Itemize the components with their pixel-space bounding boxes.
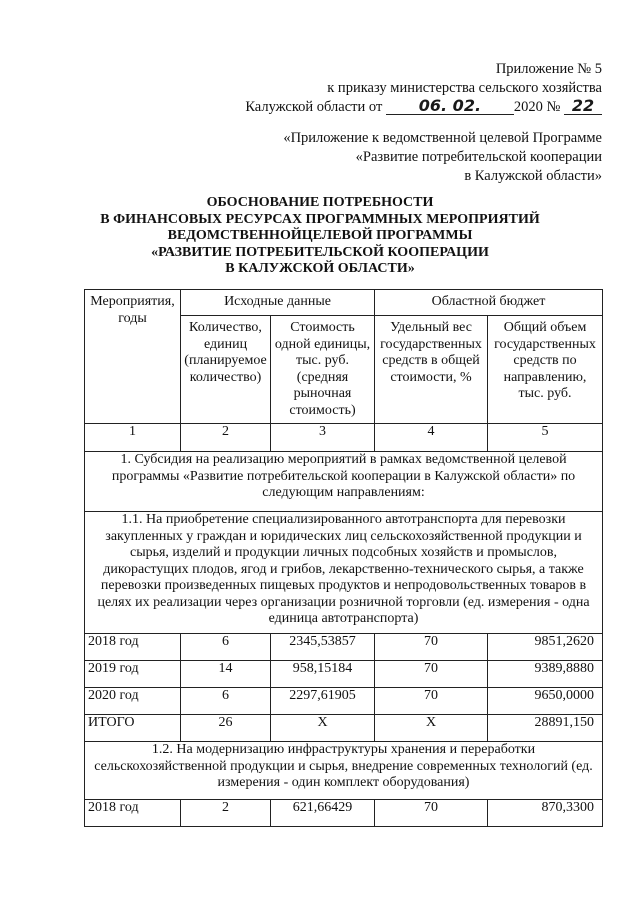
section-1-1-row <box>85 512 603 634</box>
row-quantity: 14 <box>181 661 271 688</box>
handwritten-order-number: 22 <box>564 98 602 115</box>
section-text-line: сырья, изделий и продукции личных подсобных хозяйств и промыслов, <box>129 545 558 560</box>
section-text-line: 1.2. На модернизацию инфраструктуры хранения и переработки <box>151 742 536 757</box>
header-regional-budget: Областной бюджет <box>375 290 603 316</box>
order-reference: к приказу министерства сельского хозяйства <box>327 80 602 96</box>
section-text-line: измерения - один комплект оборудования) <box>217 775 470 790</box>
header-text-line: средств в общей <box>382 353 480 368</box>
row-unit-cost: 2345,53857 <box>271 634 375 661</box>
table-row <box>85 800 603 827</box>
program-ref-line-2: «Развитие потребительской кооперации <box>355 149 602 165</box>
title-line-5: В КАЛУЖСКОЙ ОБЛАСТИ» <box>225 261 415 276</box>
row-total: 9851,2620 <box>488 634 603 661</box>
section-text-line: закупленных у граждан и юридических лиц сельскохозяйственной продукции и <box>105 528 582 544</box>
table-row <box>85 634 603 661</box>
row-year: 2018 год <box>85 800 181 827</box>
header-text-line: тыс. руб. <box>296 353 349 368</box>
title-line-1: ОБОСНОВАНИЕ ПОТРЕБНОСТИ <box>206 195 434 210</box>
row-year: 2020 год <box>85 688 181 715</box>
row-total: 9389,8880 <box>488 661 603 688</box>
row-share: 70 <box>375 800 488 827</box>
section-text-line: сельскохозяйственной продукции и сырья, внедрение современных технологий (ед. <box>94 758 593 774</box>
header-text-line: Количество, <box>189 320 262 335</box>
section-1-row <box>85 452 603 512</box>
row-unit-cost: 621,66429 <box>271 800 375 827</box>
section-1-heading <box>85 452 603 512</box>
header-text-line: единиц <box>203 336 248 352</box>
row-unit-cost: 958,15184 <box>271 661 375 688</box>
column-number: 3 <box>271 424 375 452</box>
header-text-line: направлению, <box>503 369 587 385</box>
row-unit-cost: Х <box>271 715 375 742</box>
header-text-line: количество) <box>189 369 262 385</box>
header-unit-cost <box>271 316 375 424</box>
table-row-total <box>85 715 603 742</box>
order-number-label: № <box>546 99 561 115</box>
program-appendix-reference <box>182 129 602 186</box>
section-text-line: 1. Субсидия на реализацию мероприятий в рамках ведомственной целевой <box>120 452 567 467</box>
header-text-line: стоимость) <box>289 402 356 418</box>
header-state-share <box>375 316 488 424</box>
section-text-line: перевозки произведенных пищевых продуктов и непродовольственных товаров в <box>100 578 587 593</box>
row-year: 2018 год <box>85 634 181 661</box>
row-share: Х <box>375 715 488 742</box>
header-text-line: Стоимость <box>290 320 355 335</box>
header-text-line: Удельный вес <box>390 320 472 335</box>
column-number: 5 <box>488 424 603 452</box>
title-line-3: ВЕДОМСТВЕННОЙЦЕЛЕВОЙ ПРОГРАММЫ <box>167 228 473 243</box>
table-row <box>85 661 603 688</box>
header-text-line: средств по <box>513 353 577 368</box>
handwritten-date: 06. 02. <box>386 98 514 115</box>
header-years-line: годы <box>118 310 147 326</box>
header-text-line: (средняя <box>296 369 349 385</box>
title-line-2: В ФИНАНСОВЫХ РЕСУРСАХ ПРОГРАММНЫХ МЕРОПРИЯТИЙ <box>100 211 540 227</box>
order-date-prefix: Калужской области от <box>245 99 383 115</box>
row-total: 9650,0000 <box>488 688 603 715</box>
section-text-line: целях их реализации через организации розничной торговли (ед. измерения - одна <box>97 594 590 610</box>
header-text-line: тыс. руб. <box>518 386 572 401</box>
row-year: 2019 год <box>85 661 181 688</box>
title-line-4: «РАЗВИТИЕ ПОТРЕБИТЕЛЬСКОЙ КООПЕРАЦИИ <box>151 244 489 260</box>
program-ref-line-3: в Калужской области» <box>464 168 602 184</box>
header-events-years <box>85 290 181 424</box>
row-quantity: 6 <box>181 634 271 661</box>
row-quantity: 2 <box>181 800 271 827</box>
header-quantity <box>181 316 271 424</box>
header-text-line: рыночная <box>293 386 352 401</box>
header-text-line: государственных <box>380 336 482 352</box>
section-text-line: 1.1. На приобретение специализированного автотранспорта для перевозки <box>121 512 566 527</box>
header-text-line: (планируемое <box>184 353 267 368</box>
header-text-line: государственных <box>494 336 596 352</box>
row-share: 70 <box>375 688 488 715</box>
program-ref-line-1: «Приложение к ведомственной целевой Программе <box>283 130 602 146</box>
funding-table <box>84 289 603 827</box>
section-1-2-row <box>85 742 603 800</box>
header-text-line: одной единицы, <box>274 336 371 352</box>
column-number: 1 <box>85 424 181 452</box>
column-number-row <box>85 424 603 452</box>
order-date-line <box>182 98 602 117</box>
row-quantity: 6 <box>181 688 271 715</box>
section-text-line: следующим направлениям: <box>262 485 425 500</box>
document-title <box>40 195 600 278</box>
section-text-line: программы «Развитие потребительской кооперации в Калужской области» по <box>111 468 576 484</box>
row-quantity: 26 <box>181 715 271 742</box>
order-year: 2020 <box>513 99 543 115</box>
row-year: ИТОГО <box>85 715 181 742</box>
column-number: 4 <box>375 424 488 452</box>
row-unit-cost: 2297,61905 <box>271 688 375 715</box>
order-header <box>182 60 602 117</box>
table-row <box>85 688 603 715</box>
table-header-row-1 <box>85 290 603 316</box>
header-text-line: Общий объем <box>503 320 587 335</box>
header-text-line: стоимости, % <box>390 369 472 385</box>
row-share: 70 <box>375 661 488 688</box>
appendix-number: Приложение № 5 <box>495 61 602 77</box>
row-total: 28891,150 <box>488 715 603 742</box>
section-1-2-heading <box>85 742 603 800</box>
header-source-data: Исходные данные <box>181 290 375 316</box>
column-number: 2 <box>181 424 271 452</box>
row-share: 70 <box>375 634 488 661</box>
section-text-line: единица автотранспорта) <box>268 611 419 626</box>
section-1-1-heading <box>85 512 603 634</box>
section-text-line: дикорастущих плодов, ягод и грибов, лекарственно-технического сырья, а также <box>103 561 584 577</box>
header-total-volume <box>488 316 603 424</box>
row-total: 870,3300 <box>488 800 603 827</box>
header-events-line: Мероприятия, <box>90 294 175 309</box>
